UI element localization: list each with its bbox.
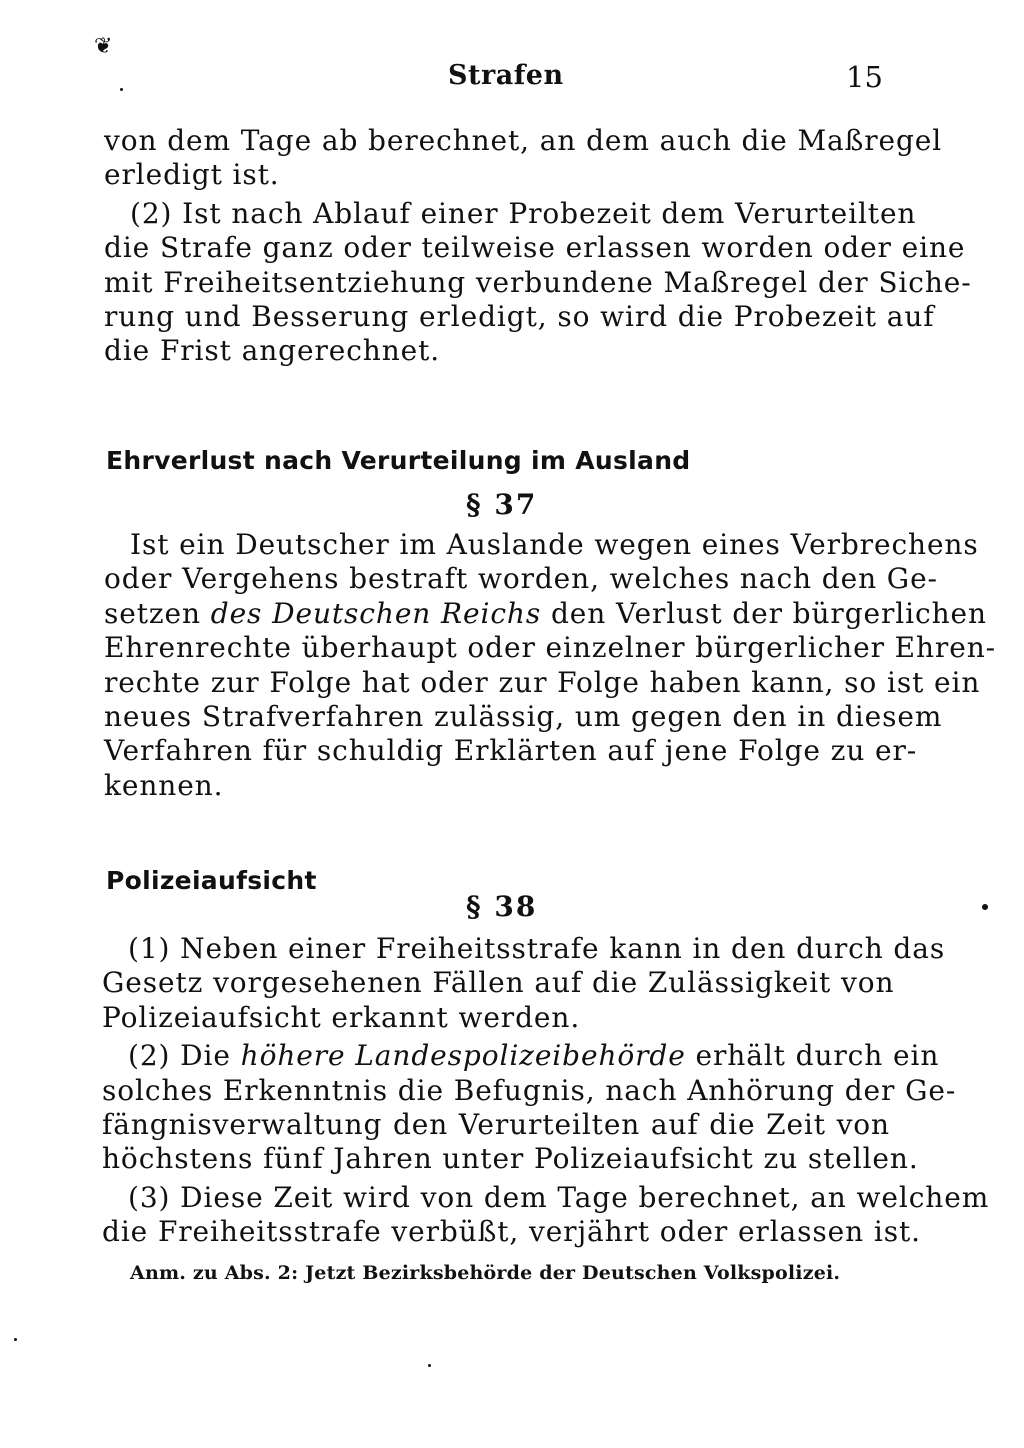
- text-line: erledigt ist.: [104, 158, 280, 192]
- page-number: 15: [846, 60, 883, 94]
- text-line: Gesetz vorgesehenen Fällen auf die Zulässigkeit von: [102, 966, 895, 1000]
- section-37-text: [104, 528, 996, 803]
- text-line: (1) Neben einer Freiheitsstrafe kann in den durch das: [128, 932, 946, 965]
- text-line: Ist ein Deutscher im Auslande wegen eines Verbrechens: [130, 528, 979, 561]
- text-line: mit Freiheitsentziehung verbundene Maßregel der Siche-: [104, 265, 972, 299]
- section-38-text: [102, 932, 990, 1250]
- section-heading-polizeiaufsicht: Polizeiaufsicht: [106, 866, 317, 895]
- speck: [120, 88, 123, 91]
- text-line: (3) Diese Zeit wird von dem Tage berechnet, an welchem: [128, 1180, 990, 1214]
- text-line: [102, 1039, 940, 1073]
- text-fragment: erhält durch ein: [695, 1039, 940, 1073]
- speck: [428, 1364, 431, 1367]
- running-header-title: Strafen: [448, 60, 564, 91]
- text-line: solches Erkenntnis die Befugnis, nach Anhörung der Ge-: [102, 1073, 957, 1107]
- text-line: oder Vergehens bestraft worden, welches nach den Ge-: [104, 562, 938, 596]
- emphasized-text: höhere Landespolizeibehörde: [240, 1039, 686, 1073]
- section-number-38: § 38: [466, 890, 538, 923]
- text-line: Polizeiaufsicht erkannt werden.: [102, 1000, 581, 1034]
- text-line: rechte zur Folge hat oder zur Folge haben kann, so ist ein: [104, 665, 981, 699]
- text-line: von dem Tage ab berechnet, an dem auch die Maßregel: [104, 124, 943, 157]
- text-line: kennen.: [104, 768, 224, 802]
- speck: [14, 1338, 17, 1341]
- text-line: höchstens fünf Jahren unter Polizeiaufsicht zu stellen.: [102, 1142, 919, 1176]
- section-heading-ehrverlust: Ehrverlust nach Verurteilung im Ausland: [106, 446, 691, 475]
- text-line: fängnisverwaltung den Verurteilten auf die Zeit von: [102, 1108, 890, 1142]
- continuation-text: [104, 124, 972, 369]
- speck: [982, 904, 988, 910]
- text-line: rung und Besserung erledigt, so wird die Probezeit auf: [104, 300, 935, 334]
- text-line: die Strafe ganz oder teilweise erlassen worden oder eine: [104, 231, 966, 265]
- text-fragment: (2) Die: [128, 1039, 231, 1073]
- text-line: Ehrenrechte überhaupt oder einzelner bürgerlicher Ehren-: [104, 631, 996, 665]
- text-line: neues Strafverfahren zulässig, um gegen den in diesem: [104, 700, 943, 734]
- text-line: die Freiheitsstrafe verbüßt, verjährt oder erlassen ist.: [102, 1215, 921, 1249]
- text-line: die Frist angerechnet.: [104, 334, 441, 368]
- text-line: Verfahren für schuldig Erklärten auf jene Folge zu er-: [104, 734, 918, 768]
- text-line: [104, 596, 987, 631]
- section-number-37: § 37: [466, 488, 538, 521]
- page-ornament: ❦: [94, 34, 113, 59]
- emphasized-text: des Deutschen Reichs: [210, 596, 542, 630]
- text-fragment: setzen: [104, 596, 201, 630]
- footnote: Anm. zu Abs. 2: Jetzt Bezirksbehörde der Deutschen Volkspolizei.: [130, 1262, 841, 1284]
- text-line: (2) Ist nach Ablauf einer Probezeit dem Verurteilten: [130, 196, 917, 230]
- text-fragment: den Verlust der bürgerlichen: [550, 596, 987, 630]
